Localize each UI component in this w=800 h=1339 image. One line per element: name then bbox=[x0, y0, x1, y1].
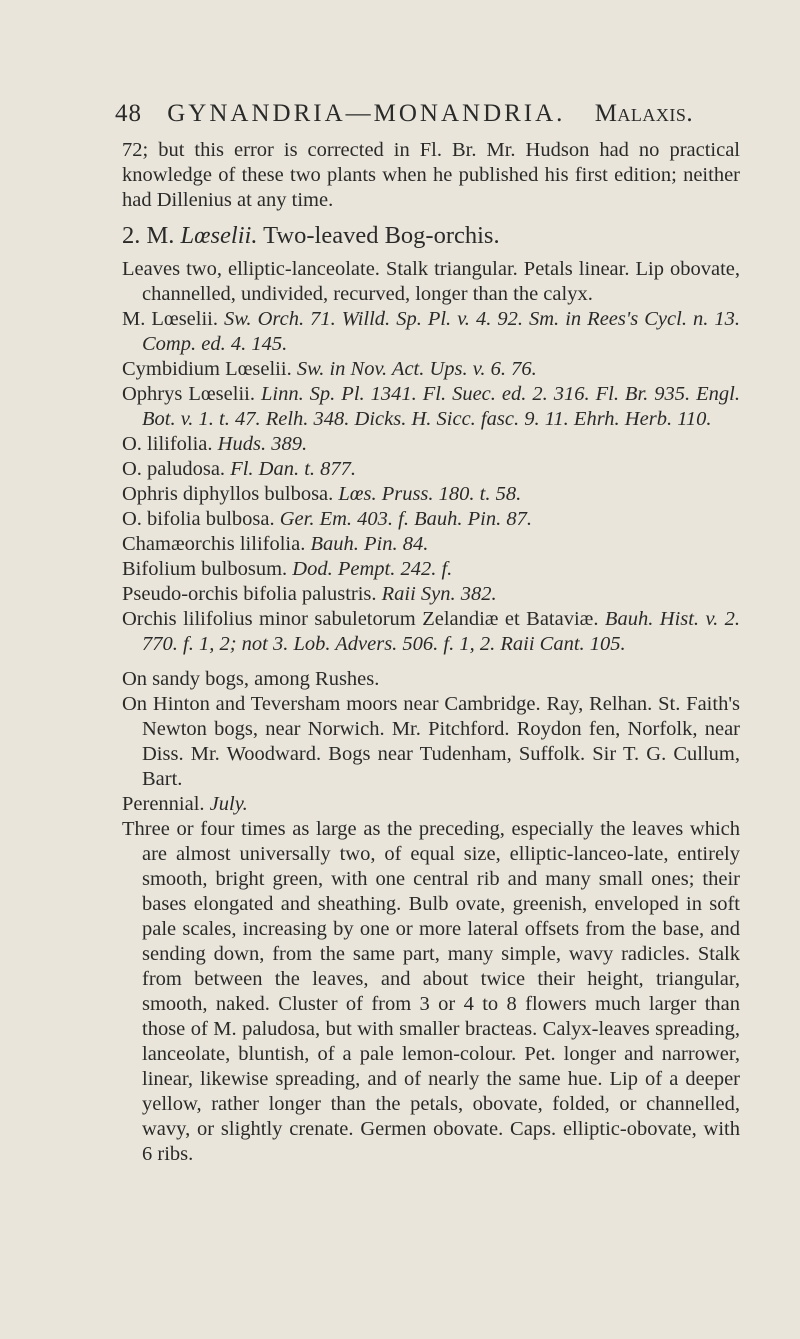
synonym-entry: O. lilifolia. Huds. 389. bbox=[122, 433, 308, 455]
synonym-entry: O. bifolia bulbosa. Ger. Em. 403. f. Bauh. Pin. 87. bbox=[122, 508, 532, 530]
duration-label: Perennial. bbox=[122, 793, 205, 815]
diagnosis: Leaves two, elliptic-lanceolate. Stalk triangular. Petals linear. Lip obovate, channelled, undivided, recurved, longer than the calyx. bbox=[122, 258, 740, 305]
species-number: 2. M. bbox=[122, 222, 175, 249]
synonym-entry: Orchis lilifolius minor sabuletorum Zelandiæ et Bataviæ. Bauh. Hist. v. 2. 770. f. 1, 2; not 3. Lob. Advers. 506. f. 1, 2. Raii Cant. 105. bbox=[122, 608, 741, 655]
description: Three or four times as large as the preceding, especially the leaves which are almost universally two, of equal size, elliptic-lanceo-late, entirely smooth, bright green, with one central rib and many small ones; their bases elongated and sheathing. Bulb ovate, greenish, enveloped in soft pale scales, increasing by one or more lateral offsets from the base, and sending down, from the same part, many simple, wavy radicles. Stalk from between the leaves, and about twice their height, triangular, smooth, naked. Cluster of from 3 or 4 to 8 flowers much larger than those of M. paludosa, but with smaller bracteas. Calyx-leaves spreading, lanceolate, bluntish, of a pale lemon-colour. Pet. longer and narrower, linear, likewise spreading, and of nearly the same hue. Lip of a deeper yellow, rather longer than the petals, obovate, folded, or channelled, wavy, or slightly crenate. Germen obovate. Caps. elliptic-obovate, with 6 ribs. bbox=[122, 818, 740, 1165]
synonym-entry: Cymbidium Lœselii. Sw. in Nov. Act. Ups. v. 6. 76. bbox=[122, 358, 537, 380]
species-heading bbox=[122, 223, 740, 248]
species-common-name: Two-leaved Bog-orchis. bbox=[263, 222, 500, 249]
running-title: GYNANDRIA—MONANDRIA. bbox=[167, 100, 566, 127]
synonym-entry: M. Lœselii. Sw. Orch. 71. Willd. Sp. Pl. v. 4. 92. Sm. in Rees's Cycl. n. 13. Comp. ed. 4. 145. bbox=[122, 308, 741, 355]
synonym-entry: Bifolium bulbosum. Dod. Pempt. 242. f. bbox=[122, 558, 453, 580]
synonym-entry: O. paludosa. Fl. Dan. t. 877. bbox=[122, 458, 357, 480]
synonym-entry: Chamæorchis lilifolia. Bauh. Pin. 84. bbox=[122, 533, 429, 555]
intro-paragraph: 72; but this error is corrected in Fl. Br. Mr. Hudson had no practical knowledge of these two plants when he published his first edition; neither had Dillenius at any time. bbox=[122, 139, 740, 211]
page-body bbox=[122, 138, 740, 1167]
synonym-entry: Pseudo-orchis bifolia palustris. Raii Syn. 382. bbox=[122, 583, 497, 605]
synonym-list bbox=[122, 307, 740, 657]
habitat: On sandy bogs, among Rushes. bbox=[122, 668, 380, 690]
flowering-month: July. bbox=[209, 793, 248, 815]
localities: On Hinton and Teversham moors near Cambridge. Ray, Relhan. St. Faith's Newton bogs, near Norwich. Mr. Pitchford. Roydon fen, Norfolk, near Diss. Mr. Woodward. Bogs near Tudenham, Suffolk. Sir T. G. Cullum, Bart. bbox=[122, 693, 740, 790]
genus-name: Malaxis. bbox=[594, 100, 694, 127]
synonym-entry: Ophris diphyllos bulbosa. Lœs. Pruss. 180. t. 58. bbox=[122, 483, 522, 505]
duration bbox=[122, 792, 740, 817]
species-latin-name: Lœselii. bbox=[180, 222, 258, 249]
running-header bbox=[115, 100, 755, 128]
page-number: 48 bbox=[115, 100, 142, 127]
synonym-entry: Ophrys Lœselii. Linn. Sp. Pl. 1341. Fl. Suec. ed. 2. 316. Fl. Br. 935. Engl. Bot. v. 1. t. 47. Relh. 348. Dicks. H. Sicc. fasc. 9. 11. Ehrh. Herb. 110. bbox=[122, 383, 740, 430]
